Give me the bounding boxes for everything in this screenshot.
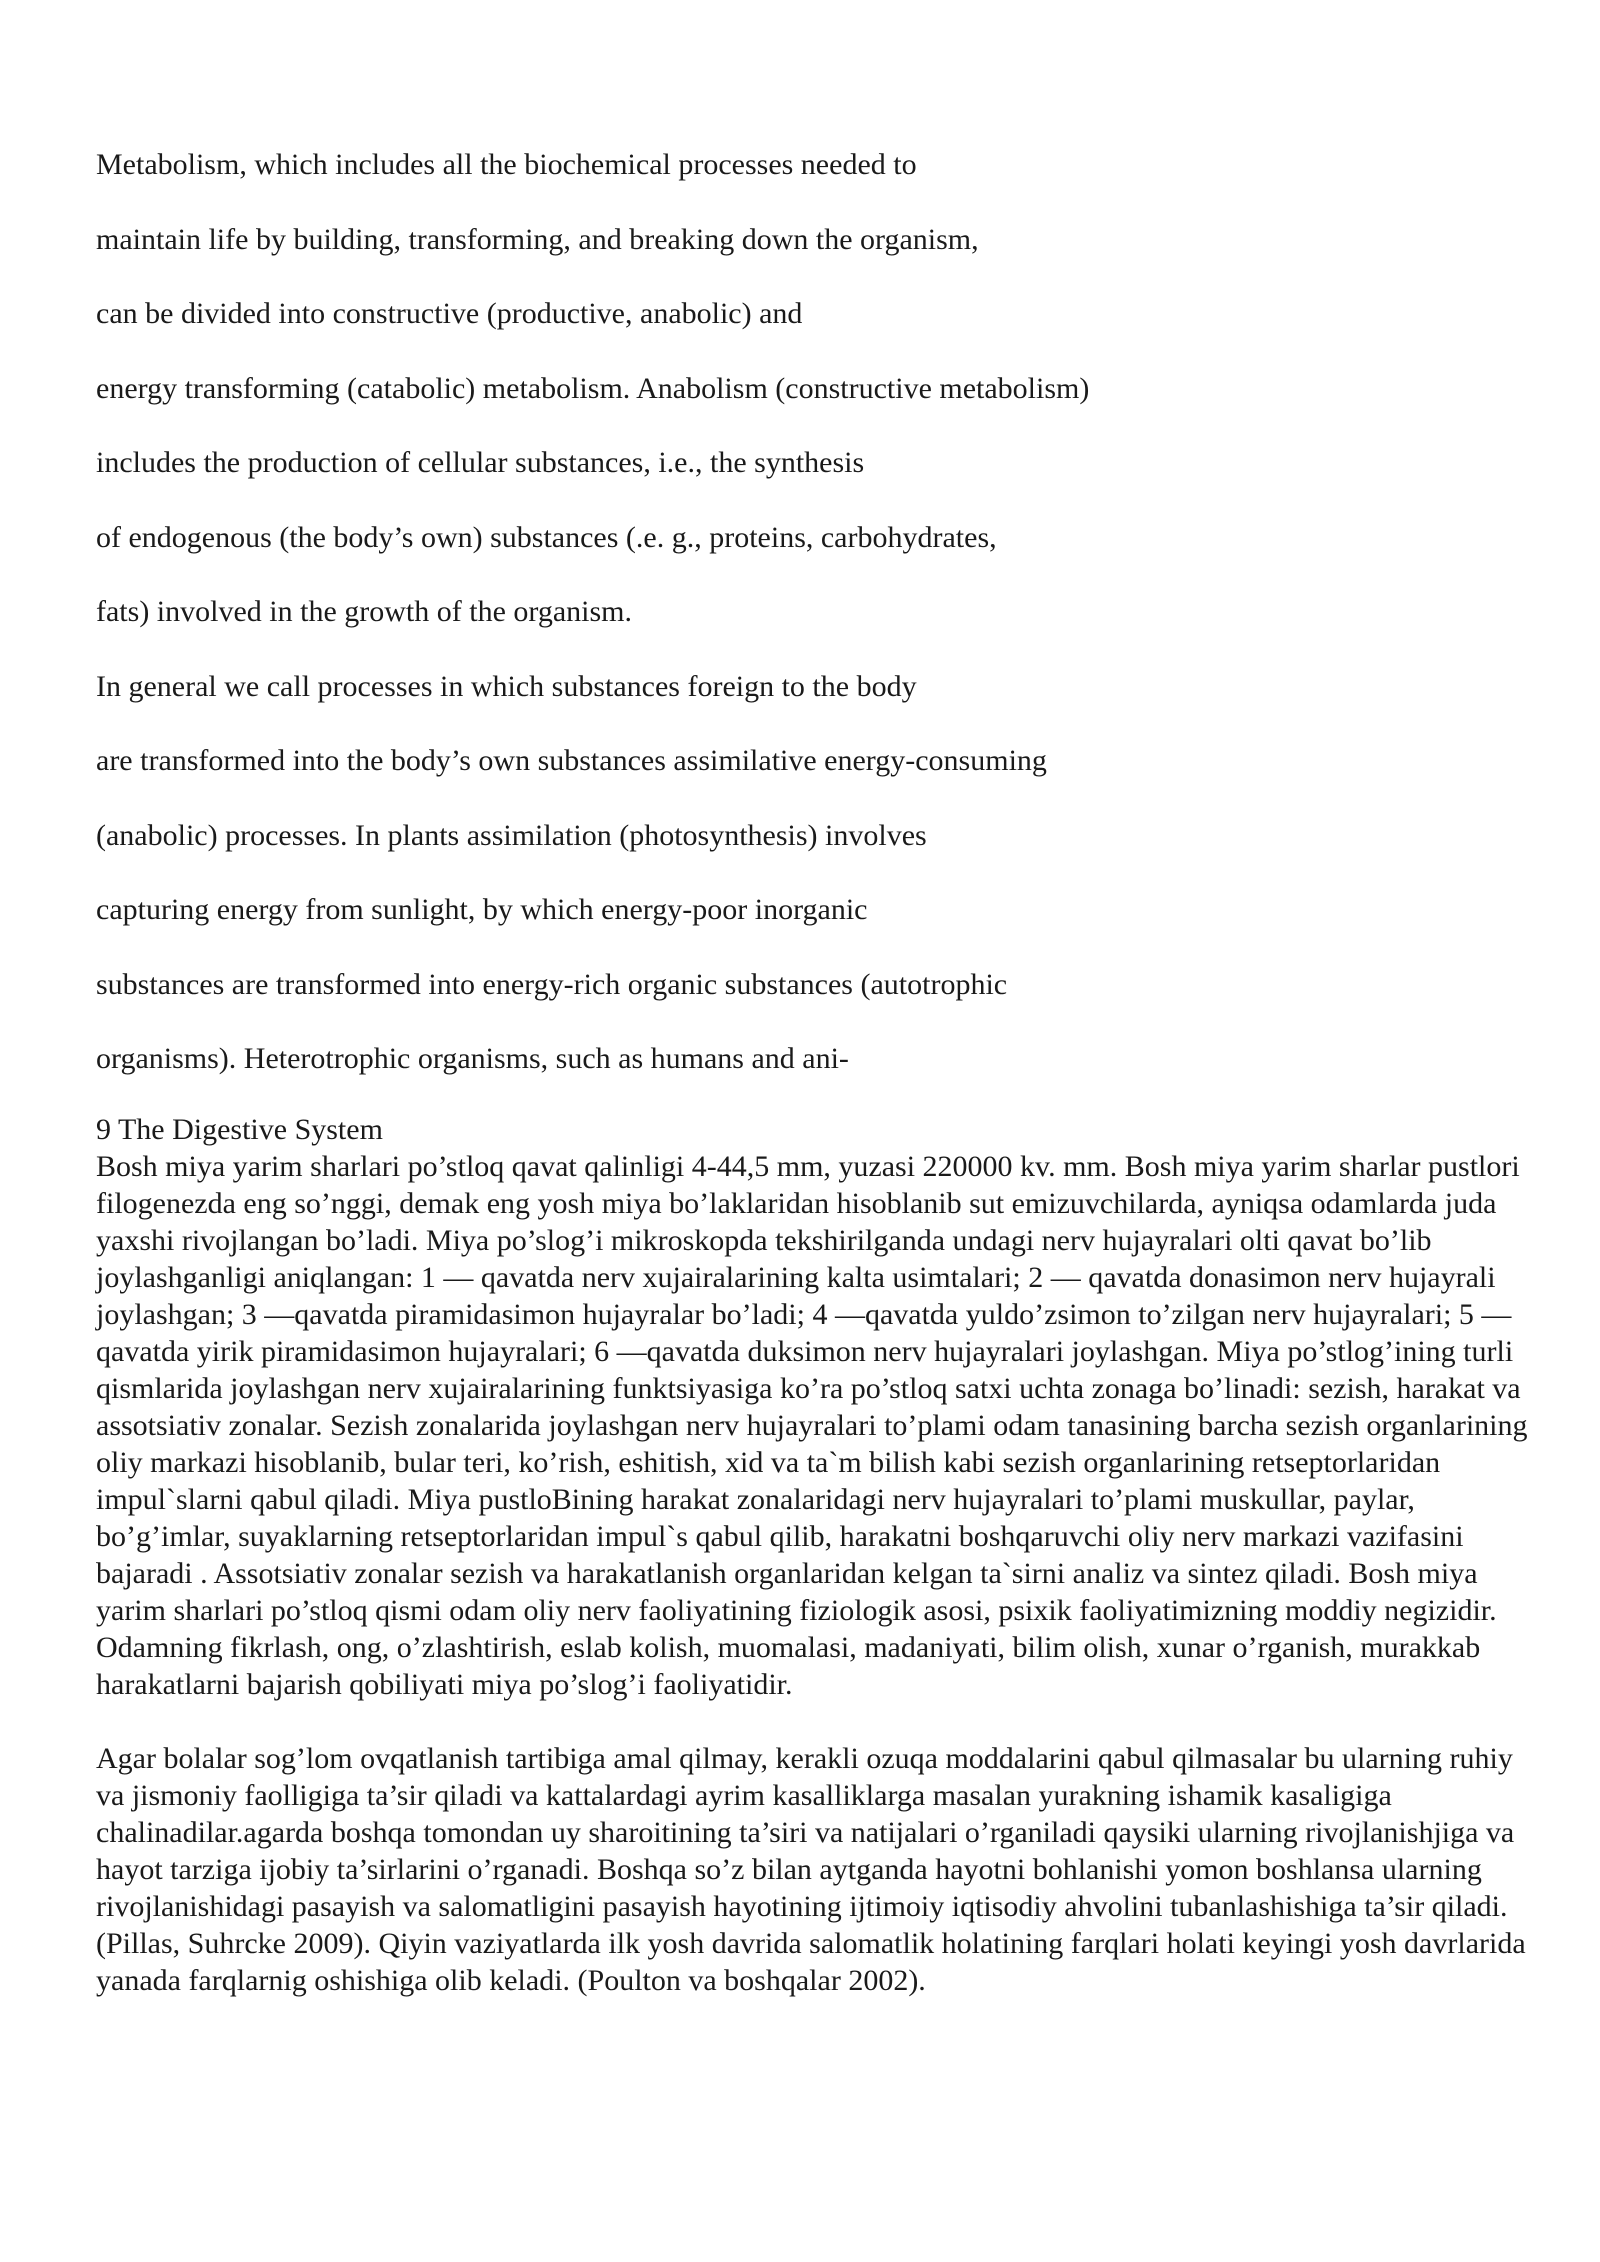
- text-line: organisms). Heterotrophic organisms, such as humans and ani-: [96, 1042, 849, 1075]
- text-line: In general we call processes in which substances foreign to the body: [96, 669, 917, 703]
- text-line: substances are transformed into energy-rich organic substances (autotrophic: [96, 967, 1008, 1001]
- text-line: can be divided into constructive (productive, anabolic) and: [96, 297, 803, 330]
- text-line: of endogenous (the body’s own) substances (.e. g., proteins, carbohydrates,: [96, 520, 997, 554]
- section-heading: 9 The Digestive System: [96, 1112, 383, 1146]
- text-line: (anabolic) processes. In plants assimilation (photosynthesis) involves: [96, 818, 927, 852]
- text-line: energy transforming (catabolic) metabolism. Anabolism (constructive metabolism): [96, 371, 1090, 405]
- text-line: capturing energy from sunlight, by which energy-poor inorganic: [96, 893, 868, 926]
- body-paragraph: Bosh miya yarim sharlari po’stloq qavat qalinligi 4-44,5 mm, yuzasi 220000 kv. mm. Bosh miya yarim sharlar pustlori filogenezda eng so’nggi, demak eng yosh miya bo’laklaridan hisoblanib sut emizuvchilarda, ayniqsa odamlarda juda yaxshi rivojlangan bo’ladi. Miya po’slog’i mikroskopda tekshirilganda undagi nerv hujayralari olti qavat bo’lib joylashganligi aniqlangan: 1 — qavatda nerv xujairalarining kalta usimtalari; 2 — qavatda donasimon nerv hujayrali joylashgan; 3 —qavatda piramidasimon hujayralar bo’ladi; 4 —qavatda yuldo’zsimon to’zilgan nerv hujayralari; 5 —qavatda yirik piramidasimon hujayralari; 6 —qavatda duksimon nerv hujayralari joylashgan. Miya po’stlog’ining turli qismlarida joylashgan nerv xujairalarining funktsiyasiga ko’ra po’stloq satxi uchta zonaga bo’linadi: sezish, harakat va assotsiativ zonalar. Sezish zonalarida joylashgan nerv hujayralari to’plami odam tanasining barcha sezish organlarining oliy markazi hisoblanib, bular teri, ko’rish, eshitish, xid va ta`m bilish kabi sezish organlarining retseptorlaridan impul`slarni qabul qiladi. Miya pustloBining harakat zonalaridagi nerv hujayralari to’plami muskullar, paylar, bo’g’imlar, suyaklarning retseptorlaridan impul`s qabul qilib, harakatni boshqaruvchi oliy nerv markazi vazifasini bajaradi . Assotsiativ zonalar sezish va harakatlanish organlaridan kelgan ta`sirni analiz va sintez qiladi. Bosh miya yarim sharlari po’stloq qismi odam oliy nerv faoliyatining fiziologik asosi, psixik faoliyatimizning moddiy negizidir. Odamning fikrlash, ong, o’zlashtirish, eslab kolish, muomalasi, madaniyati, bilim olish, xunar o’rganish, murakkab harakatlarni bajarish qobiliyati miya po’slog’i faoliyatidir.: [96, 1149, 1528, 1701]
- document-page: [96, 150, 1536, 1999]
- body-paragraph: Agar bolalar sog’lom ovqatlanish tartibiga amal qilmay, kerakli ozuqa moddalarini qabul qilmasalar bu ularning ruhiy va jismoniy faolligiga ta’sir qiladi va kattalardagi ayrim kasalliklarga masalan yurakning ishamik kasaligiga chalinadilar.agarda boshqa tomondan uy sharoitining ta’siri va natijalari o’rganiladi qaysiki ularning rivojlanishjiga va hayot tarziga ijobiy ta’sirlarini o’rganadi. Boshqa so’z bilan aytganda hayotni bohlanishi yomon boshlansa ularning rivojlanishidagi pasayish va salomatligini pasayish hayotining ijtimoiy iqtisodiy ahvolini tubanlashishiga ta’sir qiladi.(Pillas, Suhrcke 2009). Qiyin vaziyatlarda ilk yosh davrida salomatlik holatining farqlari holati keyingi yosh davrlarida yanada farqlarnig oshishiga olib keladi. (Poulton va boshqalar 2002).: [96, 1741, 1526, 1997]
- text-line: includes the production of cellular substances, i.e., the synthesis: [96, 446, 865, 479]
- uzbek-section: [96, 1111, 1536, 1999]
- text-line: fats) involved in the growth of the organism.: [96, 595, 633, 628]
- text-line: maintain life by building, transforming, and breaking down the organism,: [96, 222, 979, 256]
- text-line: are transformed into the body’s own substances assimilative energy-consuming: [96, 744, 1047, 777]
- text-line: Metabolism, which includes all the biochemical processes needed to: [96, 148, 917, 181]
- metabolism-section: [96, 150, 1536, 1074]
